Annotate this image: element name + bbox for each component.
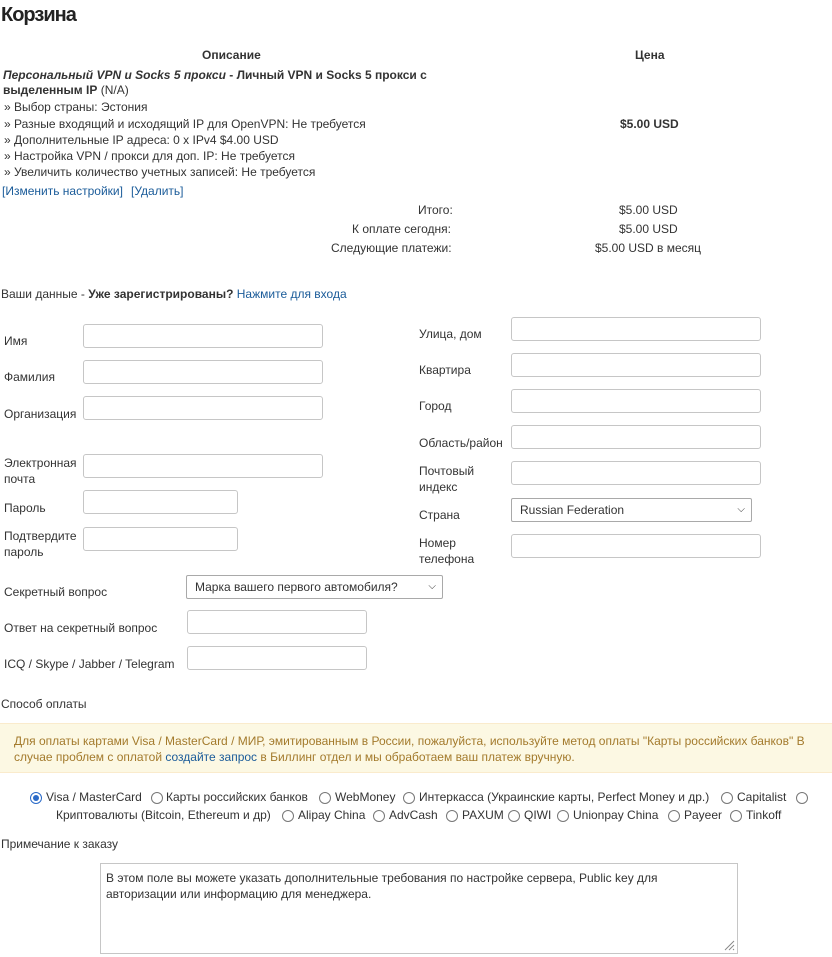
address-label: Улица, дом xyxy=(419,327,482,341)
password-label: Пароль xyxy=(4,501,46,515)
secret-question-label: Секретный вопрос xyxy=(4,585,108,599)
state-label: Область/район xyxy=(419,436,503,450)
confirm-label-line1: Подтвердите xyxy=(4,529,77,543)
create-ticket-link[interactable]: создайте запрос xyxy=(165,750,258,764)
payment-method-label: Payeer xyxy=(684,808,723,822)
country-select[interactable] xyxy=(511,498,752,522)
zip-input[interactable] xyxy=(511,461,761,485)
chevron-down-icon: ⌵ xyxy=(428,581,436,592)
subtotal-label: Итого: xyxy=(418,203,453,217)
order-notes-placeholder: В этом поле вы можете указать дополнительные требования по настройке сервера, Public key для авторизации или информацию для менеджера. xyxy=(106,871,658,901)
payment-method-label: Alipay China xyxy=(298,808,366,822)
last-name-label: Фамилия xyxy=(4,370,55,384)
due-today-label: К оплате сегодня: xyxy=(352,222,451,236)
account-heading xyxy=(1,287,347,301)
zip-label xyxy=(419,463,474,495)
zip-label-line2: индекс xyxy=(419,480,458,494)
secret-answer-label: Ответ на секретный вопрос xyxy=(4,621,158,635)
product-group-line1: Личный VPN и Socks 5 прокси с xyxy=(236,68,427,82)
confirm-label-line2: пароль xyxy=(4,545,44,559)
product-option: » Выбор страны: Эстония xyxy=(4,100,148,114)
secret-answer-input[interactable] xyxy=(187,610,367,634)
phone-input[interactable] xyxy=(511,534,761,558)
country-select-value: Russian Federation xyxy=(520,503,625,517)
payment-notice xyxy=(0,723,832,773)
product-group-line2: выделенным IP xyxy=(3,83,98,97)
payment-method-label: AdvCash xyxy=(389,808,438,822)
country-label: Страна xyxy=(419,508,460,522)
notes-heading: Примечание к заказу xyxy=(1,837,118,851)
notice-text-part2: в Биллинг отдел и мы обработаем ваш платеж вручную. xyxy=(257,750,575,764)
item-price: $5.00 USD xyxy=(620,117,679,131)
messenger-input[interactable] xyxy=(187,646,367,670)
email-label xyxy=(4,455,77,487)
payment-method-label: QIWI xyxy=(524,808,552,822)
city-input[interactable] xyxy=(511,389,761,413)
messenger-label: ICQ / Skype / Jabber / Telegram xyxy=(4,657,175,671)
last-name-input[interactable] xyxy=(83,360,323,384)
remove-item-link[interactable]: [Удалить] xyxy=(131,184,184,198)
col-description-header: Описание xyxy=(202,48,261,62)
first-name-label: Имя xyxy=(4,334,28,348)
email-input[interactable] xyxy=(83,454,323,478)
email-label-line2: почта xyxy=(4,472,36,486)
password-input[interactable] xyxy=(83,490,238,514)
address-input[interactable] xyxy=(511,317,761,341)
payment-method-label: PAXUM xyxy=(462,808,504,822)
zip-label-line1: Почтовый xyxy=(419,464,475,478)
payment-radio-payeer[interactable] xyxy=(668,810,680,822)
account-heading-sep: - xyxy=(77,287,89,301)
resize-grip-icon[interactable] xyxy=(723,939,735,951)
edit-config-link[interactable]: [Изменить настройки] xyxy=(2,184,123,198)
notice-text-part1: Для оплаты картами Visa / MasterCard / МИР, эмитированным в России, пожалуйста, используйте метод оплаты "Карты российских банков" В случае проблем с оплатой xyxy=(14,734,805,764)
account-heading-text: Ваши данные xyxy=(1,287,78,301)
payment-radio-visa[interactable] xyxy=(30,792,42,804)
payment-method-label: Capitalist xyxy=(737,790,787,804)
apartment-input[interactable] xyxy=(511,353,761,377)
phone-label-line2: телефона xyxy=(419,552,475,566)
payment-notice-text xyxy=(14,733,814,765)
payment-radio-tinkoff[interactable] xyxy=(730,810,742,822)
payment-radio-paxum[interactable] xyxy=(446,810,458,822)
secret-question-value: Марка вашего первого автомобиля? xyxy=(195,580,398,594)
confirm-password-input[interactable] xyxy=(83,527,238,551)
secret-question-select[interactable] xyxy=(186,575,443,599)
product-group-line xyxy=(3,83,129,97)
state-input[interactable] xyxy=(511,425,761,449)
payment-method-label: Криптовалюты (Bitcoin, Ethereum и др) xyxy=(56,808,271,822)
payment-method-label: Visa / MasterCard xyxy=(46,790,142,804)
payment-method-label: Unionpay China xyxy=(573,808,659,822)
product-option: » Дополнительные IP адреса: 0 x IPv4 $4.00 USD xyxy=(4,133,279,147)
payment-heading: Способ оплаты xyxy=(1,697,87,711)
payment-radio-unionpay[interactable] xyxy=(557,810,569,822)
chevron-down-icon: ⌵ xyxy=(737,504,745,515)
first-name-input[interactable] xyxy=(83,324,323,348)
due-today-value: $5.00 USD xyxy=(619,222,678,236)
confirm-password-label xyxy=(4,528,77,560)
registered-question: Уже зарегистрированы? xyxy=(88,287,234,301)
payment-radio-interkassa[interactable] xyxy=(403,792,415,804)
recurring-value: $5.00 USD в месяц xyxy=(595,241,702,255)
order-notes-textarea[interactable] xyxy=(100,863,738,954)
subtotal-value: $5.00 USD xyxy=(619,203,678,217)
phone-label-line1: Номер xyxy=(419,536,456,550)
product-domain: (N/A) xyxy=(97,83,129,97)
col-price-header: Цена xyxy=(635,48,665,62)
payment-method-label: Интеркасса (Украинские карты, Perfect Money и др.) xyxy=(419,790,710,804)
apartment-label: Квартира xyxy=(419,363,471,377)
product-option: » Настройка VPN / прокси для доп. IP: Не требуется xyxy=(4,149,296,163)
product-option: » Увеличить количество учетных записей: Не требуется xyxy=(4,165,316,179)
company-input[interactable] xyxy=(83,396,323,420)
product-separator: - xyxy=(225,68,237,82)
page-title: Корзина xyxy=(1,4,76,26)
city-label: Город xyxy=(419,399,452,413)
login-link[interactable]: Нажмите для входа xyxy=(236,287,347,301)
payment-radio-alipay[interactable] xyxy=(282,810,294,822)
payment-method-label: WebMoney xyxy=(335,790,396,804)
recurring-label: Следующие платежи: xyxy=(331,241,452,255)
payment-radio-webmoney[interactable] xyxy=(319,792,331,804)
payment-radio-capitalist[interactable] xyxy=(721,792,733,804)
payment-method-label: Карты российских банков xyxy=(166,790,308,804)
company-label: Организация xyxy=(4,407,77,421)
product-name: Персональный VPN и Socks 5 прокси xyxy=(3,68,226,82)
phone-label xyxy=(419,535,474,567)
payment-radio-advcash[interactable] xyxy=(373,810,385,822)
payment-radio-crypto[interactable] xyxy=(796,792,808,804)
payment-radio-ru-cards[interactable] xyxy=(151,792,163,804)
product-option: » Разные входящий и исходящий IP для OpenVPN: Не требуется xyxy=(4,117,366,131)
payment-radio-qiwi[interactable] xyxy=(508,810,520,822)
payment-method-label: Tinkoff xyxy=(746,808,782,822)
email-label-line1: Электронная xyxy=(4,456,77,470)
product-title-line xyxy=(3,68,427,82)
